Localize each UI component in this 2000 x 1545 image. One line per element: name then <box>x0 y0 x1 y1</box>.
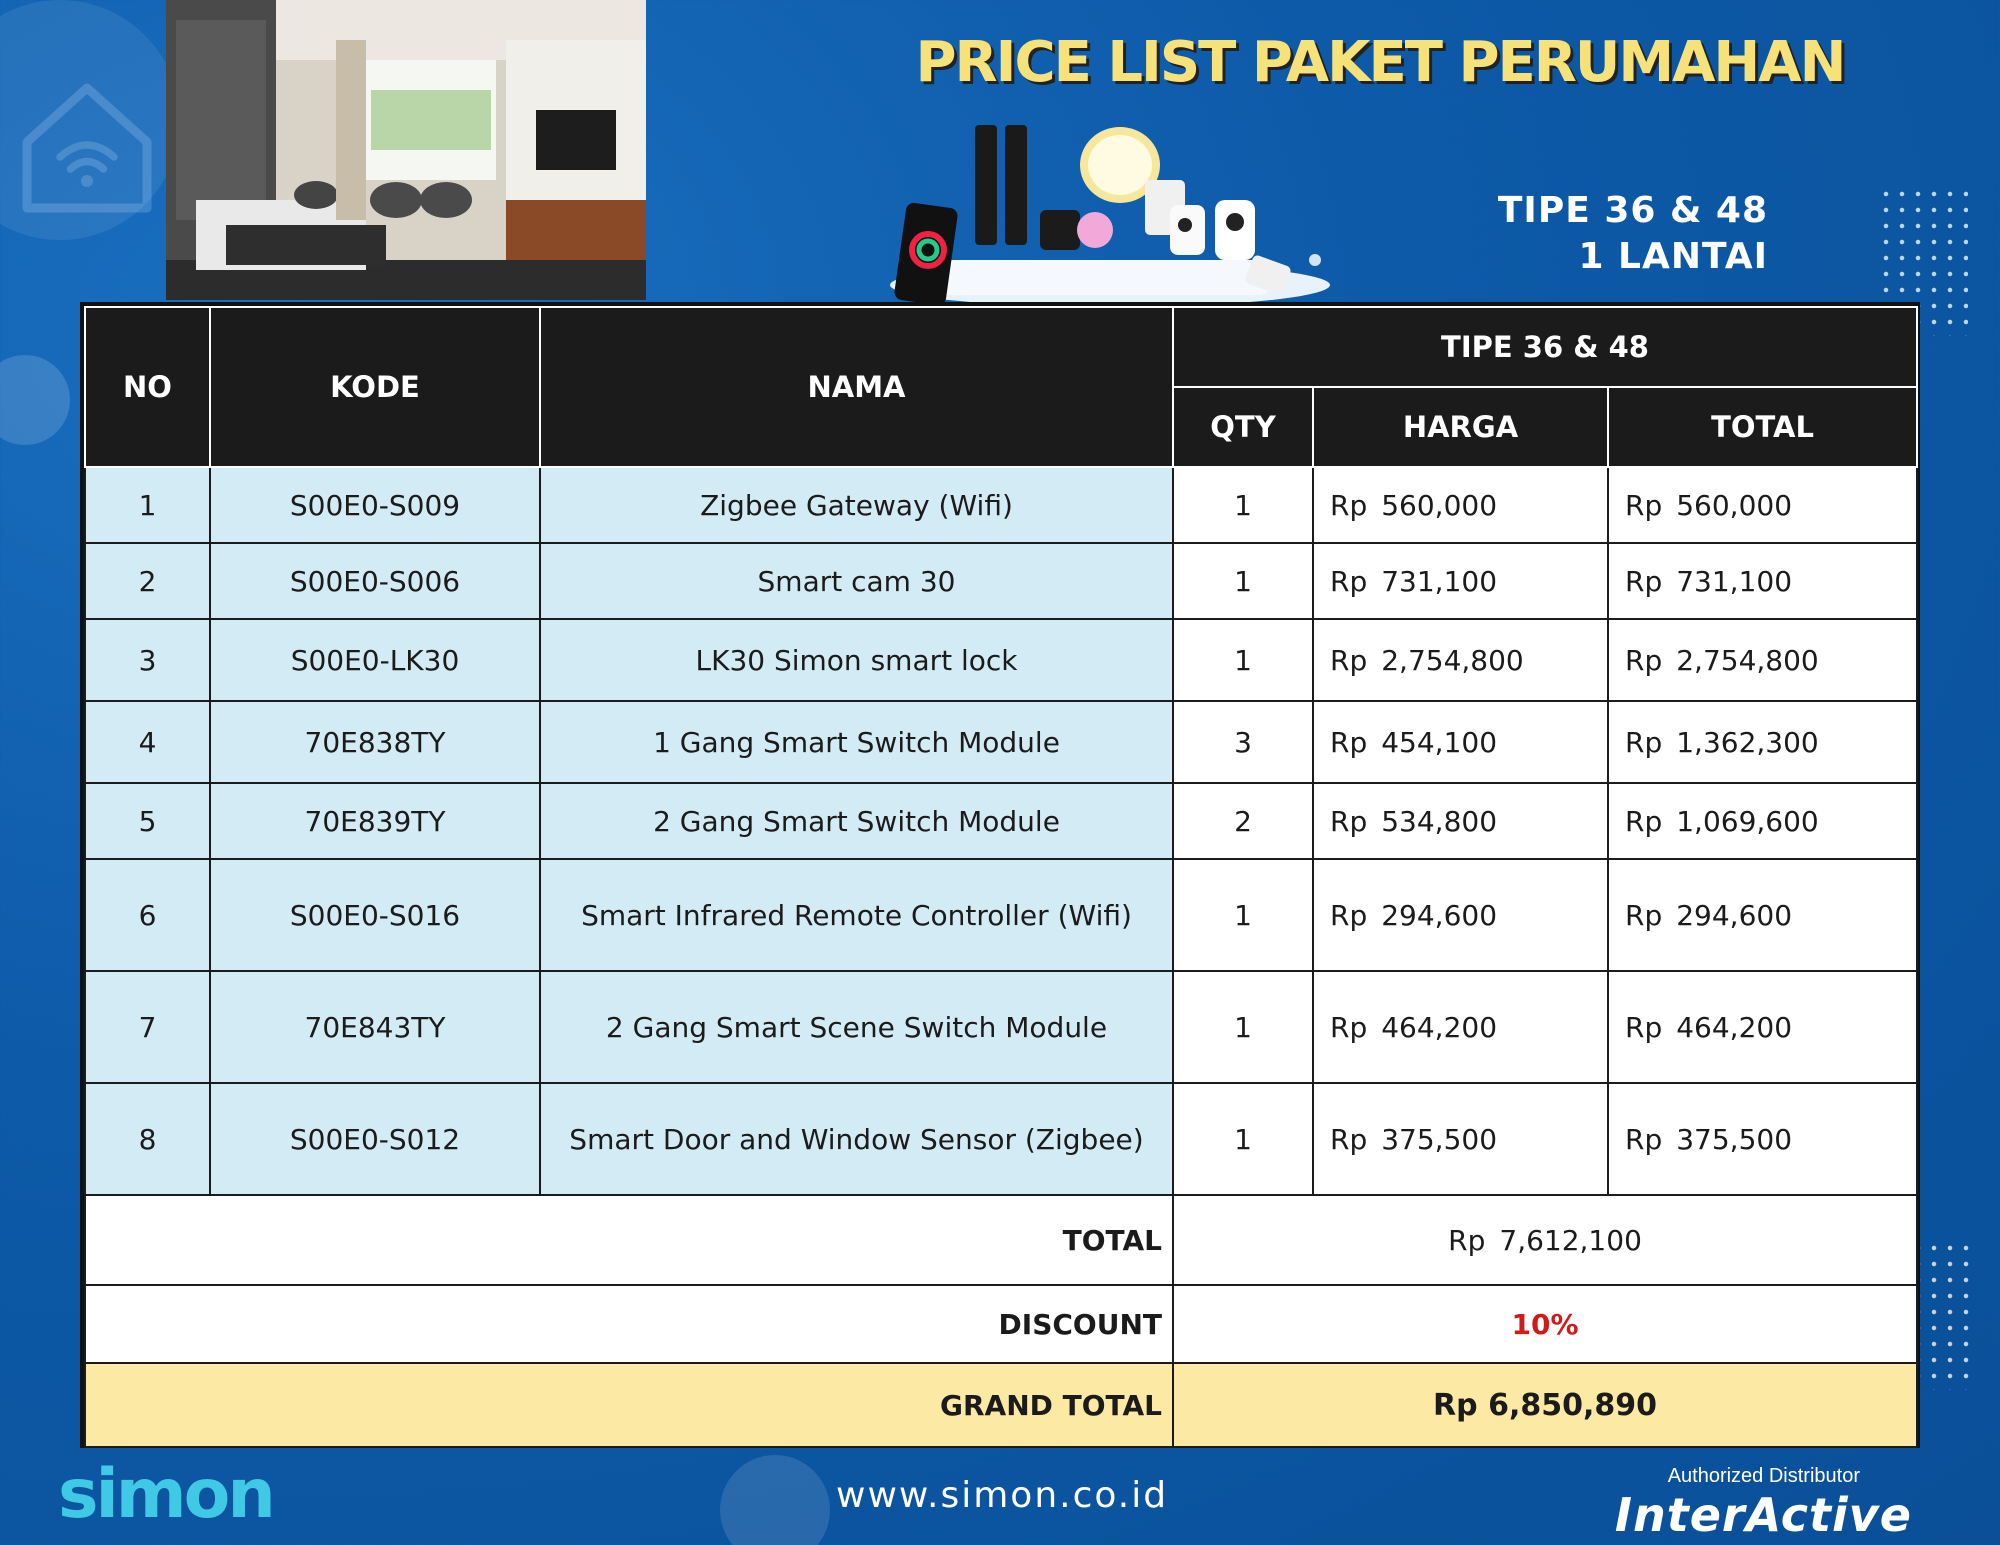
table-row <box>85 543 1917 619</box>
cell-qty: 1 <box>1173 543 1313 619</box>
cell-nama: Smart Infrared Remote Controller (Wifi) <box>540 859 1173 971</box>
cell-harga <box>1313 619 1608 701</box>
harga-value: 534,800 <box>1381 804 1498 838</box>
header-no: NO <box>85 307 210 467</box>
discount-row <box>85 1285 1917 1363</box>
table-row <box>85 467 1917 543</box>
currency-label: Rp <box>1625 725 1663 759</box>
cell-kode: S00E0-LK30 <box>210 619 540 701</box>
harga-value: 560,000 <box>1381 488 1498 522</box>
bedroom-photo <box>166 0 646 300</box>
cell-kode: S00E0-S009 <box>210 467 540 543</box>
currency-label: Rp <box>1448 1223 1486 1257</box>
currency-label: Rp <box>1625 643 1663 677</box>
currency-label: Rp <box>1330 1010 1368 1044</box>
cell-harga <box>1313 543 1608 619</box>
cell-kode: S00E0-S012 <box>210 1083 540 1195</box>
cell-total <box>1608 701 1917 783</box>
cell-nama: Smart Door and Window Sensor (Zigbee) <box>540 1083 1173 1195</box>
table-row <box>85 971 1917 1083</box>
cell-kode: S00E0-S016 <box>210 859 540 971</box>
cell-total <box>1608 783 1917 859</box>
harga-value: 731,100 <box>1381 564 1498 598</box>
total-value: 560,000 <box>1676 488 1793 522</box>
cell-nama: 1 Gang Smart Switch Module <box>540 701 1173 783</box>
cell-kode: 70E843TY <box>210 971 540 1083</box>
header-nama: NAMA <box>540 307 1173 467</box>
page-title: PRICE LIST PAKET PERUMAHAN <box>915 30 1845 95</box>
cell-total <box>1608 467 1917 543</box>
decor-circle <box>0 355 70 445</box>
table-row <box>85 783 1917 859</box>
cell-nama: LK30 Simon smart lock <box>540 619 1173 701</box>
cell-harga <box>1313 1083 1608 1195</box>
header-harga: HARGA <box>1313 387 1608 467</box>
cell-no: 4 <box>85 701 210 783</box>
cell-nama: Smart cam 30 <box>540 543 1173 619</box>
cell-harga <box>1313 859 1608 971</box>
price-table <box>80 302 1920 1448</box>
table-row <box>85 619 1917 701</box>
cell-no: 2 <box>85 543 210 619</box>
cell-kode: S00E0-S006 <box>210 543 540 619</box>
cell-no: 3 <box>85 619 210 701</box>
cell-nama: Zigbee Gateway (Wifi) <box>540 467 1173 543</box>
total-value: 2,754,800 <box>1676 643 1819 677</box>
tipe-label-line1: TIPE 36 & 48 <box>1497 190 1768 231</box>
discount-label: DISCOUNT <box>85 1285 1173 1363</box>
currency-label: Rp <box>1625 1010 1663 1044</box>
harga-value: 294,600 <box>1381 898 1498 932</box>
cell-qty: 1 <box>1173 971 1313 1083</box>
cell-no: 8 <box>85 1083 210 1195</box>
currency-label: Rp <box>1625 564 1663 598</box>
cell-qty: 1 <box>1173 467 1313 543</box>
cell-harga <box>1313 971 1608 1083</box>
currency-label: Rp <box>1625 898 1663 932</box>
cell-nama: 2 Gang Smart Switch Module <box>540 783 1173 859</box>
total-row <box>85 1195 1917 1285</box>
cell-harga <box>1313 701 1608 783</box>
decor-circle <box>720 1455 830 1545</box>
harga-value: 2,754,800 <box>1381 643 1524 677</box>
currency-label: Rp <box>1625 1122 1663 1156</box>
cell-kode: 70E839TY <box>210 783 540 859</box>
cell-total <box>1608 543 1917 619</box>
currency-label: Rp <box>1625 804 1663 838</box>
currency-label: Rp <box>1330 804 1368 838</box>
cell-harga <box>1313 467 1608 543</box>
cell-qty: 3 <box>1173 701 1313 783</box>
cell-qty: 1 <box>1173 619 1313 701</box>
total-label: TOTAL <box>85 1195 1173 1285</box>
table-row <box>85 1083 1917 1195</box>
total-value: 294,600 <box>1676 898 1793 932</box>
currency-label: Rp <box>1330 564 1368 598</box>
cell-total <box>1608 859 1917 971</box>
cell-total <box>1608 1083 1917 1195</box>
total-amount: 7,612,100 <box>1499 1223 1642 1257</box>
cell-no: 5 <box>85 783 210 859</box>
currency-label: Rp <box>1330 725 1368 759</box>
discount-value: 10% <box>1173 1285 1917 1363</box>
cell-qty: 2 <box>1173 783 1313 859</box>
total-value: 1,362,300 <box>1676 725 1819 759</box>
header-qty: QTY <box>1173 387 1313 467</box>
grand-total-row <box>85 1363 1917 1447</box>
cell-total <box>1608 619 1917 701</box>
grand-total-label: GRAND TOTAL <box>85 1363 1173 1447</box>
header-total: TOTAL <box>1608 387 1917 467</box>
grand-total-value: Rp 6,850,890 <box>1173 1363 1917 1447</box>
smart-products-image <box>870 110 1350 310</box>
header-kode: KODE <box>210 307 540 467</box>
harga-value: 464,200 <box>1381 1010 1498 1044</box>
tipe-label-line2: 1 LANTAI <box>1578 236 1768 277</box>
website-link[interactable]: www.simon.co.id <box>836 1475 1169 1516</box>
harga-value: 454,100 <box>1381 725 1498 759</box>
simon-logo: simon <box>58 1455 273 1534</box>
cell-qty: 1 <box>1173 859 1313 971</box>
interactive-logo: InterActive <box>1614 1488 1912 1542</box>
distributor-label: Authorized Distributor <box>1667 1465 1860 1487</box>
cell-qty: 1 <box>1173 1083 1313 1195</box>
cell-no: 6 <box>85 859 210 971</box>
header-group: TIPE 36 & 48 <box>1173 307 1917 387</box>
table-row <box>85 701 1917 783</box>
total-value <box>1173 1195 1917 1285</box>
cell-nama: 2 Gang Smart Scene Switch Module <box>540 971 1173 1083</box>
cell-total <box>1608 971 1917 1083</box>
total-value: 1,069,600 <box>1676 804 1819 838</box>
currency-label: Rp <box>1330 898 1368 932</box>
currency-label: Rp <box>1330 488 1368 522</box>
cell-no: 7 <box>85 971 210 1083</box>
total-value: 464,200 <box>1676 1010 1793 1044</box>
cell-no: 1 <box>85 467 210 543</box>
total-value: 375,500 <box>1676 1122 1793 1156</box>
currency-label: Rp <box>1330 643 1368 677</box>
tipe-label <box>1498 188 1768 280</box>
total-value: 731,100 <box>1676 564 1793 598</box>
currency-label: Rp <box>1330 1122 1368 1156</box>
cell-harga <box>1313 783 1608 859</box>
table-row <box>85 859 1917 971</box>
cell-kode: 70E838TY <box>210 701 540 783</box>
currency-label: Rp <box>1625 488 1663 522</box>
harga-value: 375,500 <box>1381 1122 1498 1156</box>
